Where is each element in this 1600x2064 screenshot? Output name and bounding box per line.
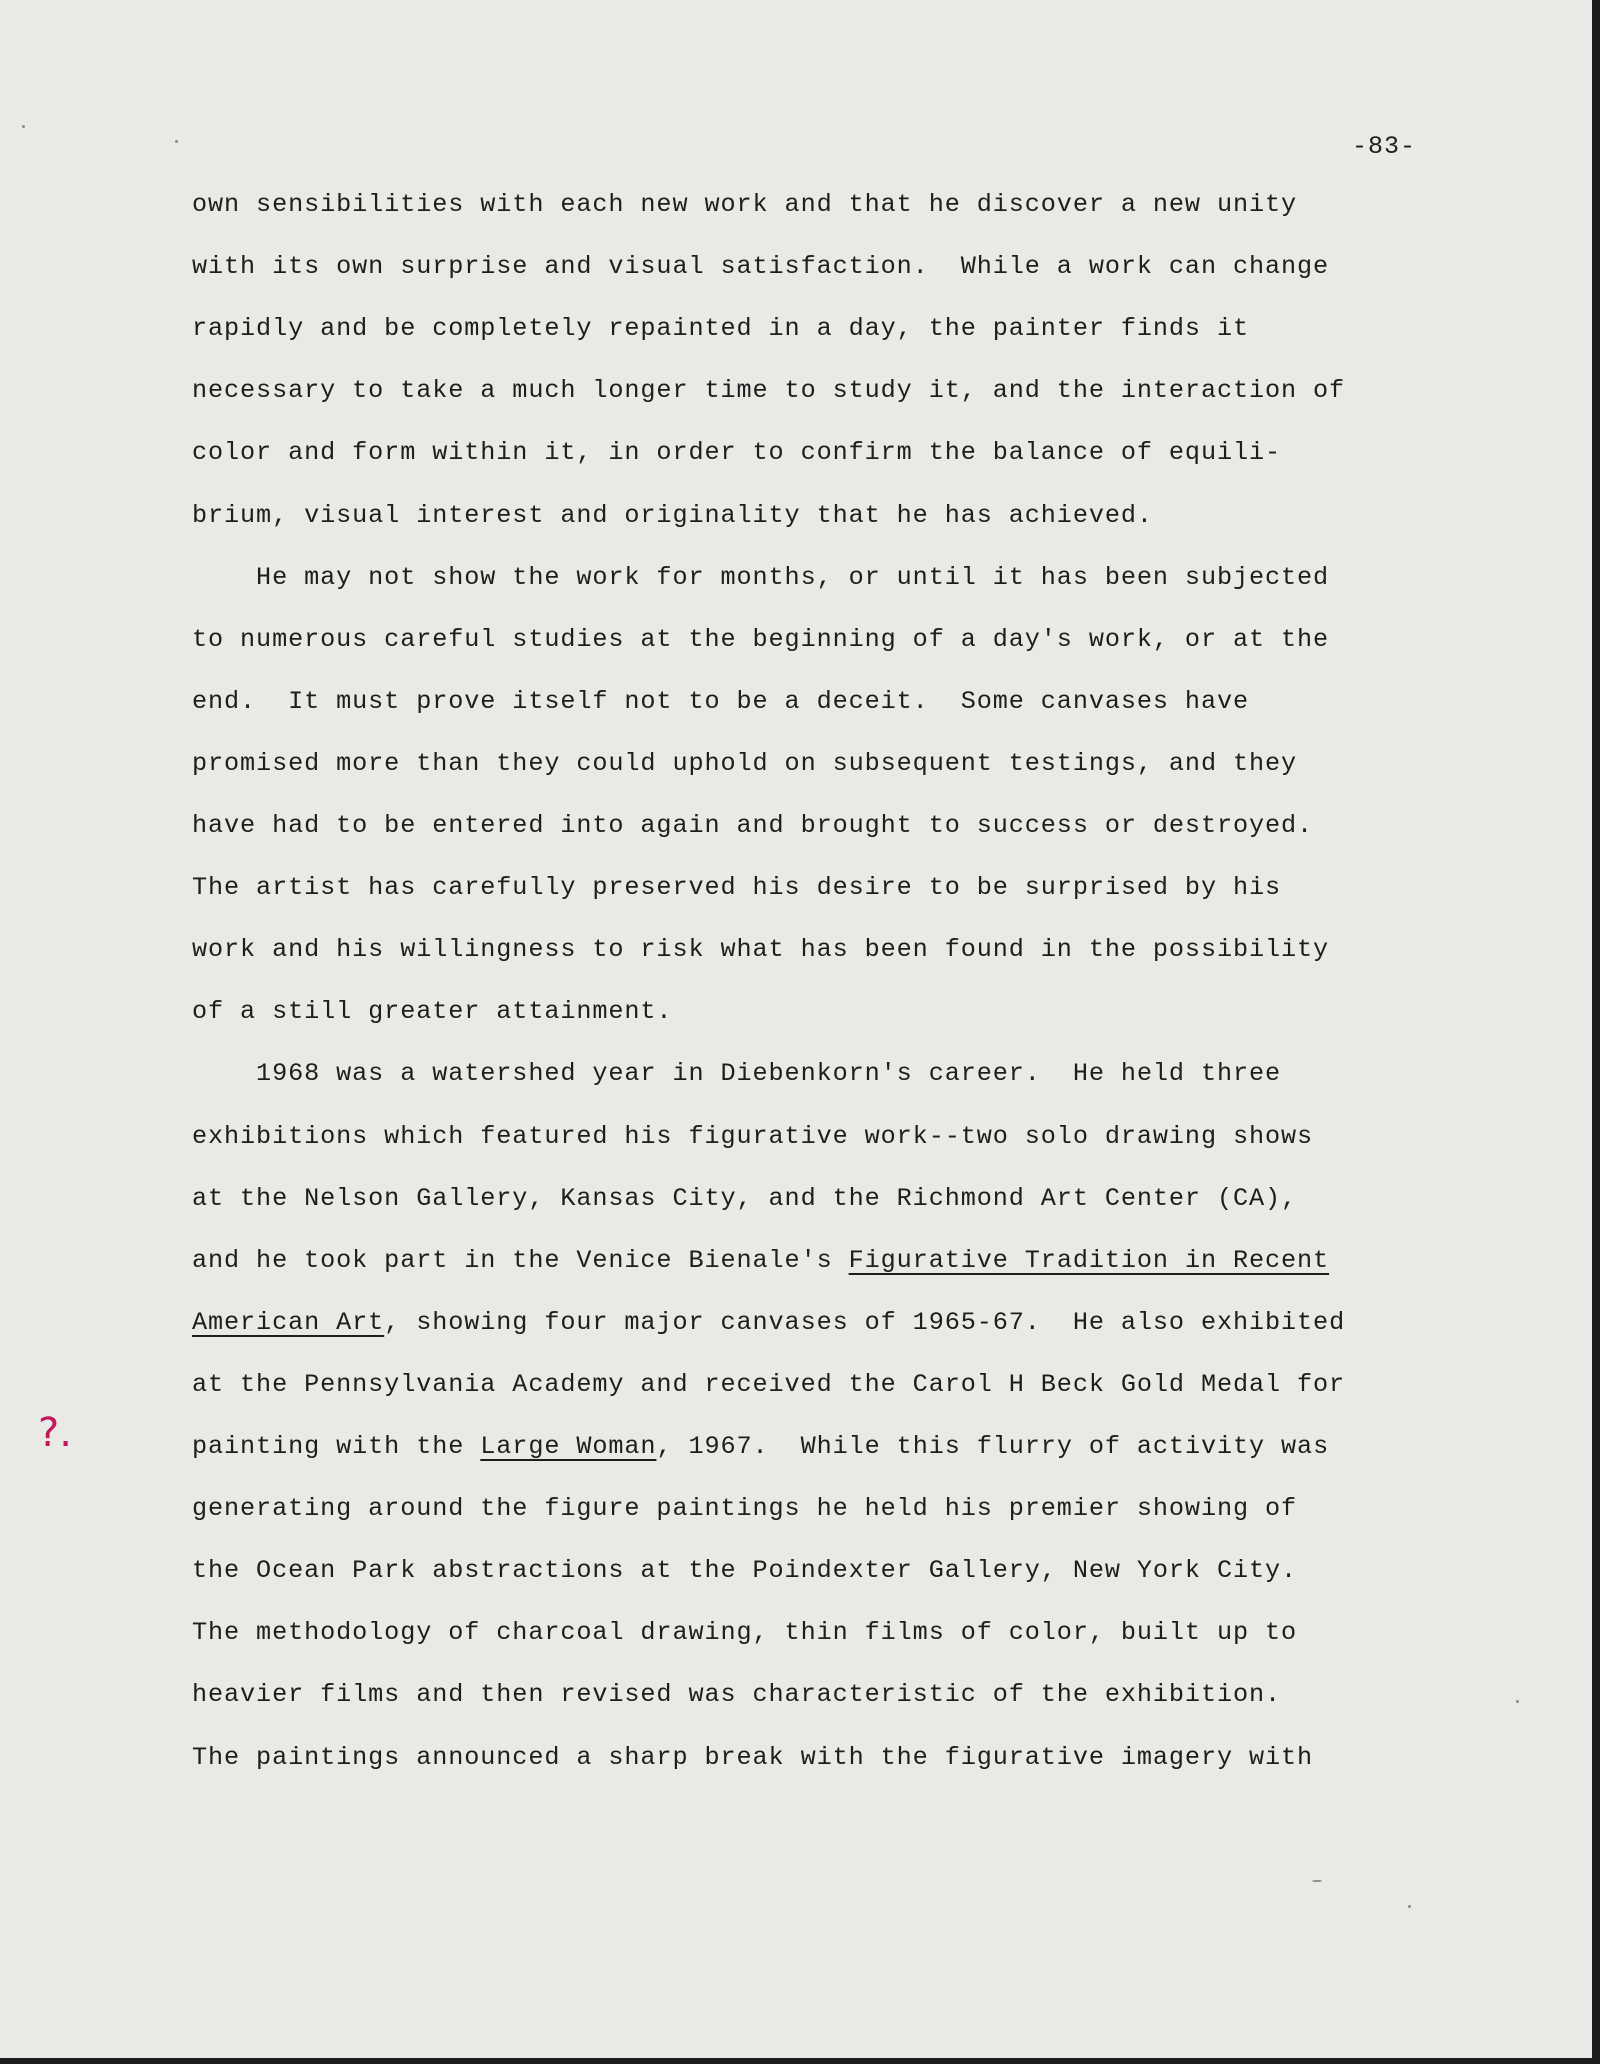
underlined-title: American Art xyxy=(192,1307,385,1337)
paper-speck xyxy=(175,140,178,143)
paper-speck xyxy=(1312,1880,1322,1882)
text-line xyxy=(192,749,1297,779)
paper-speck xyxy=(1516,1700,1519,1703)
text-segment: The paintings announced a sharp break with the figurative imagery with xyxy=(192,1742,1314,1772)
text-segment: exhibitions which featured his figurative work--two solo drawing shows xyxy=(192,1121,1314,1151)
text-segment: The methodology of charcoal drawing, thin films of color, built up to xyxy=(192,1618,1298,1648)
text-segment: at the Pennsylvania Academy and received the Carol H Beck Gold Medal for xyxy=(192,1369,1346,1399)
text-segment: color and form within it, in order to confirm the balance of equili- xyxy=(192,438,1282,468)
text-line xyxy=(192,997,672,1027)
text-line xyxy=(192,438,1281,468)
text-line xyxy=(192,1246,1329,1276)
text-line xyxy=(192,1370,1345,1400)
underlined-title: Large Woman xyxy=(480,1432,657,1461)
text-line xyxy=(192,1618,1297,1648)
paper-speck xyxy=(1408,1905,1411,1908)
text-segment: work and his willingness to risk what has been found in the possibility xyxy=(192,935,1330,965)
handwritten-question-mark: ?. xyxy=(38,1410,72,1456)
text-line xyxy=(192,501,1153,531)
text-line xyxy=(192,252,1329,282)
text-line xyxy=(192,1494,1297,1524)
text-line xyxy=(192,935,1329,965)
text-segment: have had to be entered into again and brought to success or destroyed. xyxy=(192,811,1314,840)
text-line xyxy=(192,1743,1313,1773)
text-segment: and he took part in the Venice Bienale's xyxy=(192,1245,849,1275)
text-segment: painting with the xyxy=(192,1432,481,1461)
paper-speck xyxy=(22,125,25,128)
text-segment: of a still greater attainment. xyxy=(192,997,673,1027)
text-segment: to numerous careful studies at the beginning of a day's work, or at the xyxy=(192,624,1330,654)
page-number: -83- xyxy=(1351,132,1416,161)
underlined-title: Figurative Tradition in Recent xyxy=(848,1245,1330,1275)
text-segment: The artist has carefully preserved his desire to be surprised by his xyxy=(192,873,1282,903)
text-segment: He may not show the work for months, or until it has been subjected xyxy=(192,562,1330,592)
text-segment: brium, visual interest and originality that he has achieved. xyxy=(192,500,1153,530)
text-segment: rapidly and be completely repainted in a day, the painter finds it xyxy=(192,314,1249,344)
text-line xyxy=(192,1122,1313,1152)
text-segment: the Ocean Park abstractions at the Poindexter Gallery, New York City. xyxy=(192,1556,1298,1586)
text-segment: heavier films and then revised was characteristic of the exhibition. xyxy=(192,1680,1282,1710)
text-line xyxy=(192,376,1345,406)
text-line xyxy=(192,563,1329,593)
text-line xyxy=(192,1184,1297,1214)
text-line xyxy=(192,190,1297,220)
text-segment: generating around the figure paintings he held his premier showing of xyxy=(192,1494,1298,1524)
text-line xyxy=(192,1059,1281,1089)
text-line xyxy=(192,873,1281,903)
text-segment: end. It must prove itself not to be a deceit. Some canvases have xyxy=(192,686,1249,716)
text-line xyxy=(192,811,1313,841)
text-line xyxy=(192,1680,1281,1710)
text-segment: promised more than they could uphold on subsequent testings, and they xyxy=(192,748,1298,778)
text-line xyxy=(192,625,1329,655)
text-segment: necessary to take a much longer time to study it, and the interaction of xyxy=(192,376,1346,406)
text-segment: , showing four major canvases of 1965-67. He also exhibited xyxy=(384,1307,1346,1337)
text-segment: 1968 was a watershed year in Diebenkorn's career. He held three xyxy=(192,1059,1282,1089)
text-segment: , 1967. While this flurry of activity was xyxy=(656,1432,1330,1461)
text-segment: own sensibilities with each new work and that he discover a new unity xyxy=(192,190,1298,219)
text-line xyxy=(192,314,1249,344)
text-line xyxy=(192,1432,1329,1462)
text-line xyxy=(192,687,1249,717)
text-line xyxy=(192,1556,1297,1586)
text-segment: at the Nelson Gallery, Kansas City, and the Richmond Art Center (CA), xyxy=(192,1183,1298,1213)
text-line xyxy=(192,1308,1345,1338)
text-segment: with its own surprise and visual satisfaction. While a work can change xyxy=(192,252,1330,282)
